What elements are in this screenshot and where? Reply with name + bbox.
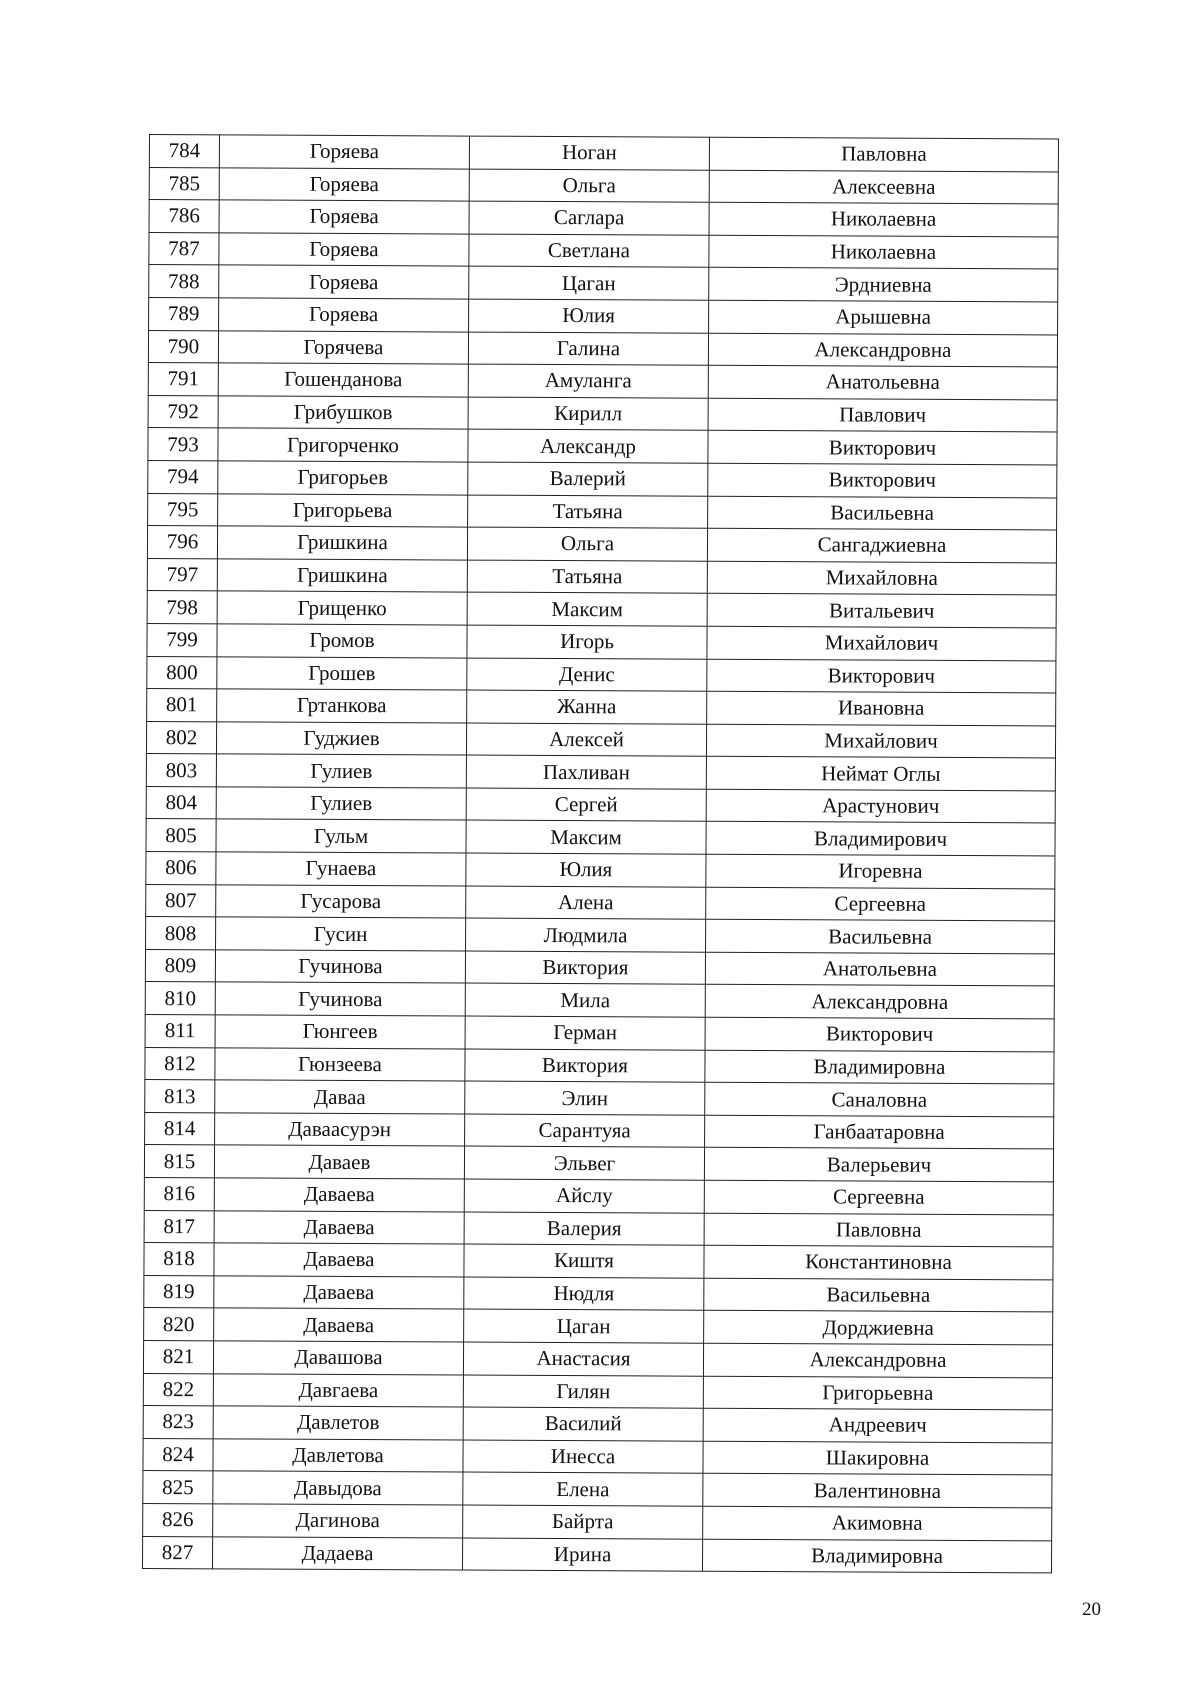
patronymic-cell: Ивановна bbox=[707, 691, 1056, 725]
patronymic-cell: Валентиновна bbox=[703, 1474, 1052, 1508]
table-row bbox=[149, 297, 1058, 334]
first-name-cell: Юлия bbox=[466, 853, 706, 887]
patronymic-cell: Неймат Оглы bbox=[706, 757, 1055, 791]
patronymic-cell: Михайлович bbox=[706, 724, 1055, 758]
patronymic-cell: Анатольевна bbox=[708, 365, 1057, 399]
last-name-cell: Гришкина bbox=[217, 559, 467, 593]
last-name-cell: Гулиев bbox=[216, 754, 466, 788]
row-number-cell: 815 bbox=[144, 1145, 214, 1178]
last-name-cell: Грошев bbox=[217, 656, 467, 690]
last-name-cell: Гюнгеев bbox=[215, 1015, 465, 1049]
first-name-cell: Герман bbox=[465, 1016, 705, 1050]
row-number-cell: 827 bbox=[142, 1536, 212, 1569]
last-name-cell: Гртанкова bbox=[217, 689, 467, 723]
table-row bbox=[143, 1340, 1052, 1377]
row-number-cell: 819 bbox=[144, 1275, 214, 1308]
row-number-cell: 794 bbox=[148, 460, 218, 493]
table-row bbox=[142, 1536, 1051, 1573]
row-number-cell: 800 bbox=[147, 656, 217, 689]
first-name-cell: Игорь bbox=[467, 625, 707, 659]
first-name-cell: Валерия bbox=[464, 1212, 704, 1246]
patronymic-cell: Сангаджиевна bbox=[707, 528, 1056, 562]
last-name-cell: Григорченко bbox=[218, 428, 468, 462]
first-name-cell: Амуланга bbox=[468, 364, 708, 398]
patronymic-cell: Викторович bbox=[707, 659, 1056, 693]
table-row bbox=[146, 852, 1055, 889]
table-row bbox=[149, 167, 1058, 204]
last-name-cell: Гюнзеева bbox=[215, 1047, 465, 1081]
first-name-cell: Алексей bbox=[466, 723, 706, 757]
patronymic-cell: Александровна bbox=[708, 333, 1057, 367]
first-name-cell: Киштя bbox=[464, 1244, 704, 1278]
last-name-cell: Гучинова bbox=[215, 982, 465, 1016]
patronymic-cell: Викторович bbox=[708, 463, 1057, 497]
table-row bbox=[143, 1406, 1052, 1443]
table-row bbox=[149, 200, 1058, 237]
row-number-cell: 791 bbox=[148, 363, 218, 396]
row-number-cell: 804 bbox=[146, 786, 216, 819]
row-number-cell: 803 bbox=[146, 754, 216, 787]
first-name-cell: Ольга bbox=[467, 527, 707, 561]
patronymic-cell: Ганбаатаровна bbox=[705, 1115, 1054, 1149]
patronymic-cell: Владимировна bbox=[705, 1050, 1054, 1084]
row-number-cell: 810 bbox=[145, 982, 215, 1015]
first-name-cell: Цаган bbox=[469, 266, 709, 300]
first-name-cell: Алена bbox=[466, 886, 706, 920]
last-name-cell: Горяева bbox=[219, 167, 469, 201]
first-name-cell: Ноган bbox=[469, 136, 709, 170]
first-name-cell: Сарантуяа bbox=[465, 1114, 705, 1148]
first-name-cell: Инесса bbox=[463, 1440, 703, 1474]
first-name-cell: Виктория bbox=[465, 951, 705, 985]
row-number-cell: 809 bbox=[145, 949, 215, 982]
row-number-cell: 826 bbox=[143, 1503, 213, 1536]
patronymic-cell: Викторович bbox=[705, 1017, 1054, 1051]
first-name-cell: Юлия bbox=[469, 299, 709, 333]
first-name-cell: Саглара bbox=[469, 201, 709, 235]
table-row bbox=[149, 232, 1058, 269]
row-number-cell: 806 bbox=[146, 852, 216, 885]
first-name-cell: Цаган bbox=[464, 1309, 704, 1343]
last-name-cell: Гусарова bbox=[216, 884, 466, 918]
patronymic-cell: Витальевич bbox=[707, 594, 1056, 628]
page-number: 20 bbox=[1082, 1599, 1101, 1620]
row-number-cell: 807 bbox=[146, 884, 216, 917]
patronymic-cell: Акимовна bbox=[703, 1506, 1052, 1540]
row-number-cell: 792 bbox=[148, 395, 218, 428]
row-number-cell: 795 bbox=[148, 493, 218, 526]
last-name-cell: Гуджиев bbox=[216, 722, 466, 756]
last-name-cell: Давгаева bbox=[213, 1373, 463, 1407]
patronymic-cell: Павловна bbox=[704, 1213, 1053, 1247]
last-name-cell: Гульм bbox=[216, 819, 466, 853]
row-number-cell: 824 bbox=[143, 1438, 213, 1471]
first-name-cell: Денис bbox=[467, 658, 707, 692]
row-number-cell: 788 bbox=[149, 265, 219, 298]
patronymic-cell: Валерьевич bbox=[704, 1148, 1053, 1182]
last-name-cell: Гулиев bbox=[216, 787, 466, 821]
table-row bbox=[143, 1503, 1052, 1540]
last-name-cell: Даваева bbox=[214, 1243, 464, 1277]
table-row bbox=[149, 135, 1058, 172]
row-number-cell: 785 bbox=[149, 167, 219, 200]
last-name-cell: Даваа bbox=[215, 1080, 465, 1114]
table-row bbox=[144, 1275, 1053, 1312]
patronymic-cell: Владимировна bbox=[702, 1539, 1051, 1573]
table-row bbox=[146, 754, 1055, 791]
first-name-cell: Байрта bbox=[463, 1505, 703, 1539]
first-name-cell: Александр bbox=[468, 429, 708, 463]
row-number-cell: 797 bbox=[147, 558, 217, 591]
table-row bbox=[147, 591, 1056, 628]
last-name-cell: Горяева bbox=[219, 265, 469, 299]
first-name-cell: Эльвег bbox=[464, 1146, 704, 1180]
first-name-cell: Ольга bbox=[469, 169, 709, 203]
patronymic-cell: Павловна bbox=[709, 137, 1058, 171]
first-name-cell: Мила bbox=[465, 983, 705, 1017]
patronymic-cell: Андреевич bbox=[703, 1408, 1052, 1442]
last-name-cell: Даваев bbox=[214, 1145, 464, 1179]
table-row bbox=[148, 493, 1057, 530]
patronymic-cell: Николаевна bbox=[709, 235, 1058, 269]
row-number-cell: 814 bbox=[145, 1112, 215, 1145]
patronymic-cell: Шакировна bbox=[703, 1441, 1052, 1475]
patronymic-cell: Васильевна bbox=[706, 919, 1055, 953]
patronymic-cell: Викторович bbox=[708, 431, 1057, 465]
last-name-cell: Григорьева bbox=[218, 493, 468, 527]
patronymic-cell: Арастунович bbox=[706, 789, 1055, 823]
patronymic-cell: Михайлович bbox=[707, 626, 1056, 660]
row-number-cell: 812 bbox=[145, 1047, 215, 1080]
row-number-cell: 784 bbox=[149, 135, 219, 168]
table-row bbox=[145, 1112, 1054, 1149]
first-name-cell: Кирилл bbox=[468, 397, 708, 431]
patronymic-cell: Анатольевна bbox=[705, 952, 1054, 986]
last-name-cell: Дагинова bbox=[213, 1504, 463, 1538]
first-name-cell: Сергей bbox=[466, 788, 706, 822]
table-row bbox=[146, 819, 1055, 856]
last-name-cell: Даваева bbox=[214, 1210, 464, 1244]
patronymic-cell: Григорьевна bbox=[703, 1376, 1052, 1410]
first-name-cell: Анастасия bbox=[463, 1342, 703, 1376]
first-name-cell: Гилян bbox=[463, 1375, 703, 1409]
patronymic-cell: Саналовна bbox=[705, 1082, 1054, 1116]
last-name-cell: Даваасурэн bbox=[215, 1113, 465, 1147]
first-name-cell: Максим bbox=[466, 821, 706, 855]
first-name-cell: Виктория bbox=[465, 1049, 705, 1083]
row-number-cell: 816 bbox=[144, 1177, 214, 1210]
first-name-cell: Пахливан bbox=[466, 755, 706, 789]
last-name-cell: Гунаева bbox=[216, 852, 466, 886]
row-number-cell: 787 bbox=[149, 232, 219, 265]
first-name-cell: Елена bbox=[463, 1472, 703, 1506]
last-name-cell: Давлетов bbox=[213, 1406, 463, 1440]
table-row bbox=[149, 265, 1058, 302]
row-number-cell: 822 bbox=[143, 1373, 213, 1406]
table-row bbox=[146, 884, 1055, 921]
first-name-cell: Галина bbox=[468, 332, 708, 366]
table-row bbox=[147, 526, 1056, 563]
patronymic-cell: Михайловна bbox=[707, 561, 1056, 595]
row-number-cell: 808 bbox=[146, 917, 216, 950]
table-row bbox=[144, 1177, 1053, 1214]
row-number-cell: 786 bbox=[149, 200, 219, 233]
row-number-cell: 813 bbox=[145, 1080, 215, 1113]
names-table-body bbox=[142, 135, 1058, 1574]
last-name-cell: Горяева bbox=[219, 298, 469, 332]
patronymic-cell: Николаевна bbox=[709, 202, 1058, 236]
row-number-cell: 825 bbox=[143, 1471, 213, 1504]
last-name-cell: Даваева bbox=[214, 1178, 464, 1212]
row-number-cell: 817 bbox=[144, 1210, 214, 1243]
row-number-cell: 801 bbox=[147, 689, 217, 722]
row-number-cell: 793 bbox=[148, 428, 218, 461]
table-row bbox=[147, 558, 1056, 595]
patronymic-cell: Эрдниевна bbox=[709, 268, 1058, 302]
patronymic-cell: Дорджиевна bbox=[704, 1311, 1053, 1345]
row-number-cell: 798 bbox=[147, 591, 217, 624]
patronymic-cell: Алексеевна bbox=[709, 170, 1058, 204]
last-name-cell: Грибушков bbox=[218, 396, 468, 430]
first-name-cell: Ирина bbox=[462, 1538, 702, 1572]
last-name-cell: Гучинова bbox=[215, 950, 465, 984]
table-row bbox=[145, 949, 1054, 986]
table-row bbox=[145, 1015, 1054, 1052]
table-row bbox=[144, 1308, 1053, 1345]
patronymic-cell: Константиновна bbox=[704, 1245, 1053, 1279]
table-row bbox=[146, 917, 1055, 954]
row-number-cell: 820 bbox=[144, 1308, 214, 1341]
table-row bbox=[144, 1243, 1053, 1280]
table-row bbox=[148, 395, 1057, 432]
patronymic-cell: Сергеевна bbox=[704, 1180, 1053, 1214]
patronymic-cell: Владимирович bbox=[706, 822, 1055, 856]
table-row bbox=[146, 786, 1055, 823]
first-name-cell: Василий bbox=[463, 1407, 703, 1441]
patronymic-cell: Павлович bbox=[708, 398, 1057, 432]
patronymic-cell: Васильевна bbox=[708, 496, 1057, 530]
patronymic-cell: Васильевна bbox=[704, 1278, 1053, 1312]
row-number-cell: 796 bbox=[147, 526, 217, 559]
patronymic-cell: Арышевна bbox=[709, 300, 1058, 334]
last-name-cell: Даваева bbox=[214, 1276, 464, 1310]
row-number-cell: 802 bbox=[146, 721, 216, 754]
patronymic-cell: Александровна bbox=[703, 1343, 1052, 1377]
table-row bbox=[144, 1145, 1053, 1182]
row-number-cell: 805 bbox=[146, 819, 216, 852]
table-row bbox=[145, 982, 1054, 1019]
first-name-cell: Айслу bbox=[464, 1179, 704, 1213]
row-number-cell: 799 bbox=[147, 623, 217, 656]
first-name-cell: Светлана bbox=[469, 234, 709, 268]
table-row bbox=[147, 623, 1056, 660]
table-row bbox=[148, 428, 1057, 465]
last-name-cell: Гошенданова bbox=[218, 363, 468, 397]
last-name-cell: Давашова bbox=[213, 1341, 463, 1375]
first-name-cell: Элин bbox=[465, 1081, 705, 1115]
table-row bbox=[146, 721, 1055, 758]
last-name-cell: Гусин bbox=[216, 917, 466, 951]
last-name-cell: Горячева bbox=[218, 330, 468, 364]
table-row bbox=[148, 330, 1057, 367]
last-name-cell: Дадаева bbox=[212, 1536, 462, 1570]
last-name-cell: Горяева bbox=[219, 135, 469, 169]
last-name-cell: Григорьев bbox=[218, 461, 468, 495]
row-number-cell: 789 bbox=[149, 297, 219, 330]
row-number-cell: 821 bbox=[143, 1340, 213, 1373]
last-name-cell: Грищенко bbox=[217, 591, 467, 625]
table-row bbox=[143, 1373, 1052, 1410]
last-name-cell: Громов bbox=[217, 624, 467, 658]
table-row bbox=[143, 1438, 1052, 1475]
table-row bbox=[148, 460, 1057, 497]
first-name-cell: Татьяна bbox=[467, 560, 707, 594]
table-row bbox=[143, 1471, 1052, 1508]
first-name-cell: Татьяна bbox=[468, 495, 708, 529]
row-number-cell: 823 bbox=[143, 1406, 213, 1439]
table-row bbox=[145, 1080, 1054, 1117]
table-row bbox=[148, 363, 1057, 400]
table-row bbox=[144, 1210, 1053, 1247]
last-name-cell: Горяева bbox=[219, 200, 469, 234]
last-name-cell: Даваева bbox=[214, 1308, 464, 1342]
patronymic-cell: Александровна bbox=[705, 985, 1054, 1019]
first-name-cell: Нюдля bbox=[464, 1277, 704, 1311]
table-row bbox=[147, 689, 1056, 726]
first-name-cell: Жанна bbox=[467, 690, 707, 724]
table-row bbox=[147, 656, 1056, 693]
names-table bbox=[142, 134, 1059, 1574]
patronymic-cell: Игоревна bbox=[706, 854, 1055, 888]
row-number-cell: 811 bbox=[145, 1015, 215, 1048]
last-name-cell: Давлетова bbox=[213, 1439, 463, 1473]
last-name-cell: Гришкина bbox=[217, 526, 467, 560]
table-row bbox=[145, 1047, 1054, 1084]
first-name-cell: Максим bbox=[467, 592, 707, 626]
row-number-cell: 818 bbox=[144, 1243, 214, 1276]
patronymic-cell: Сергеевна bbox=[706, 887, 1055, 921]
row-number-cell: 790 bbox=[148, 330, 218, 363]
first-name-cell: Валерий bbox=[468, 462, 708, 496]
last-name-cell: Горяева bbox=[219, 233, 469, 267]
last-name-cell: Давыдова bbox=[213, 1471, 463, 1505]
first-name-cell: Людмила bbox=[466, 918, 706, 952]
